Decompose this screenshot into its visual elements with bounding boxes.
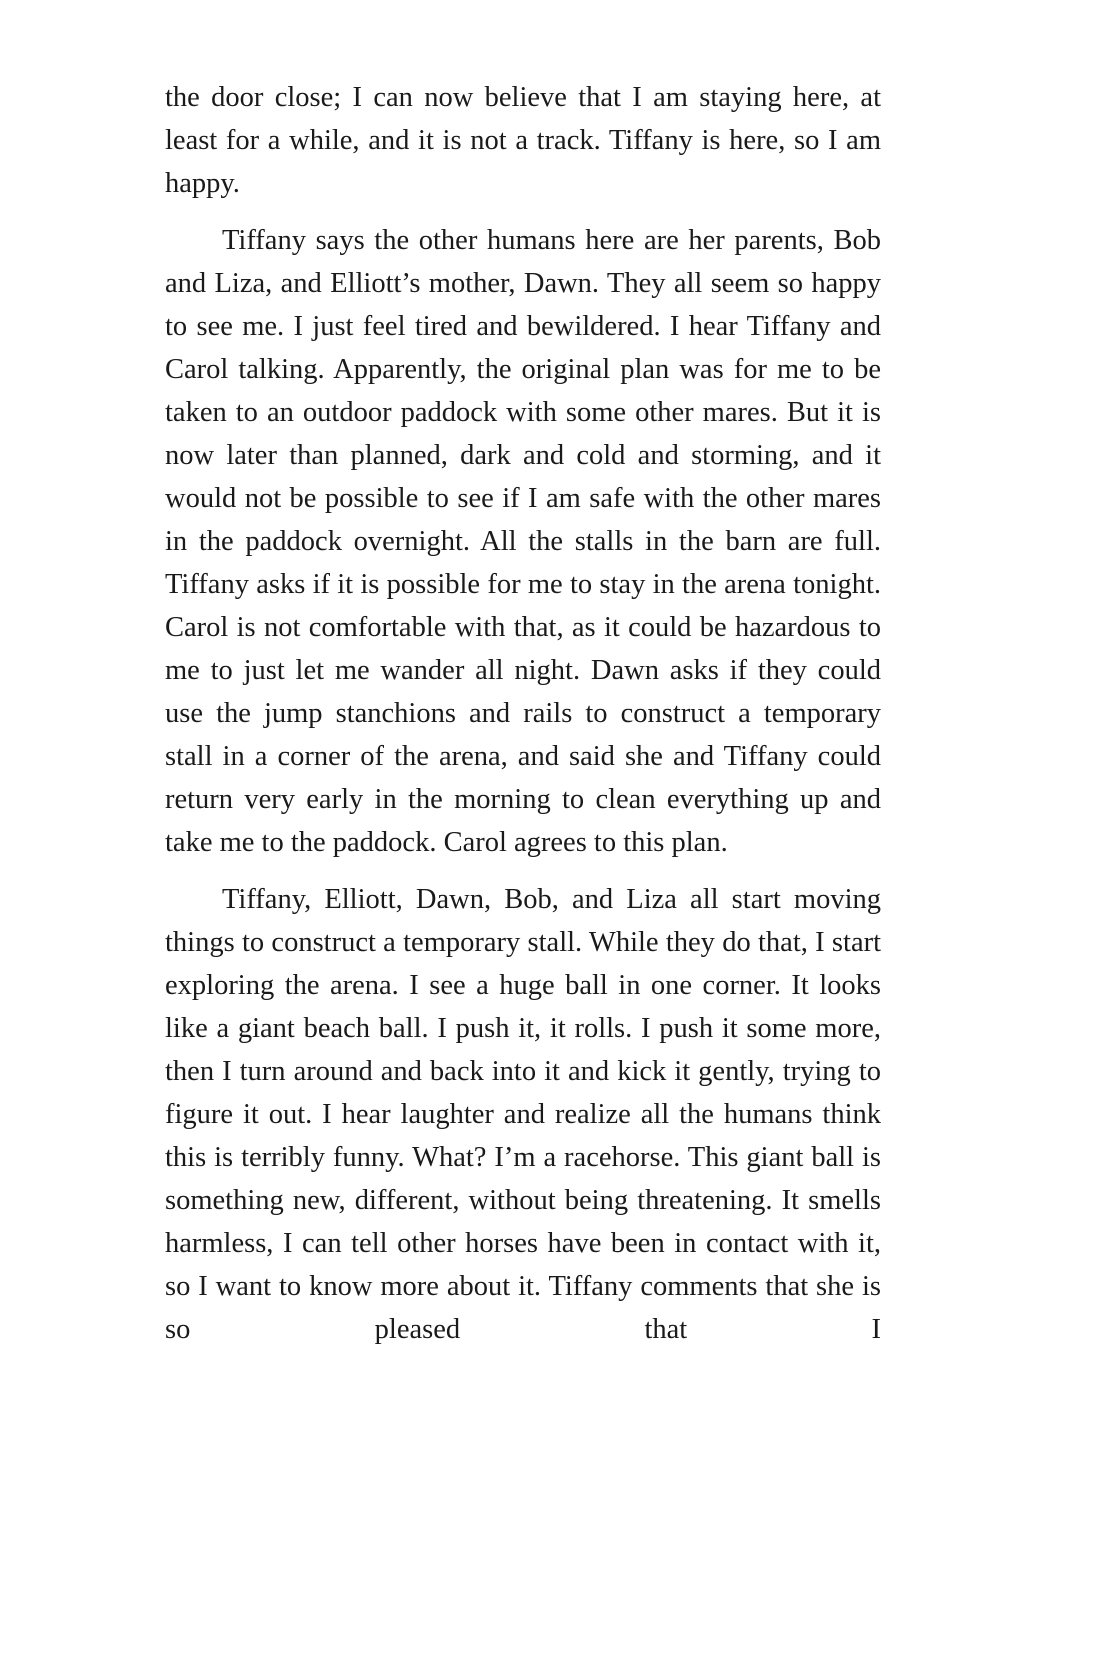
paragraph-2: Tiffany says the other humans here are her parents, Bob and Liza, and Elliott’s mother, Dawn. They all seem so happy to see me. I just feel tired and bewildered. I hear Tiffany and Carol talking. Apparently, the original plan was for me to be taken to an outdoor paddock with some other mares. But it is now later than planned, dark and cold and storming, and it would not be possible to see if I am safe with the other mares in the paddock overnight. All the stalls in the barn are full. Tiffany asks if it is possible for me to stay in the arena tonight. Carol is not comfortable with that, as it could be hazardous to me to just let me wander all night. Dawn asks if they could use the jump stanchions and rails to construct a temporary stall in a corner of the arena, and said she and Tiffany could return very early in the morning to clean everything up and take me to the paddock. Carol agrees to this plan. xyxy=(165,225,881,858)
paragraph-3: Tiffany, Elliott, Dawn, Bob, and Liza all start moving things to construct a temporary stall. While they do that, I start exploring the arena. I see a huge ball in one corner. It looks like a giant beach ball. I push it, it rolls. I push it some more, then I turn around and back into it and kick it gently, trying to figure it out. I hear laughter and realize all the humans think this is terribly funny. What? I’m a racehorse. This giant ball is something new, different, without being threatening. It smells harmless, I can tell other horses have been in contact with it, so I want to know more about it. Tiffany comments that she is so pleased that I xyxy=(165,884,881,1345)
book-page xyxy=(165,76,881,1365)
paragraph-1: the door close; I can now believe that I am staying here, at least for a while, and it is not a track. Tiffany is here, so I am happy. xyxy=(165,82,881,199)
